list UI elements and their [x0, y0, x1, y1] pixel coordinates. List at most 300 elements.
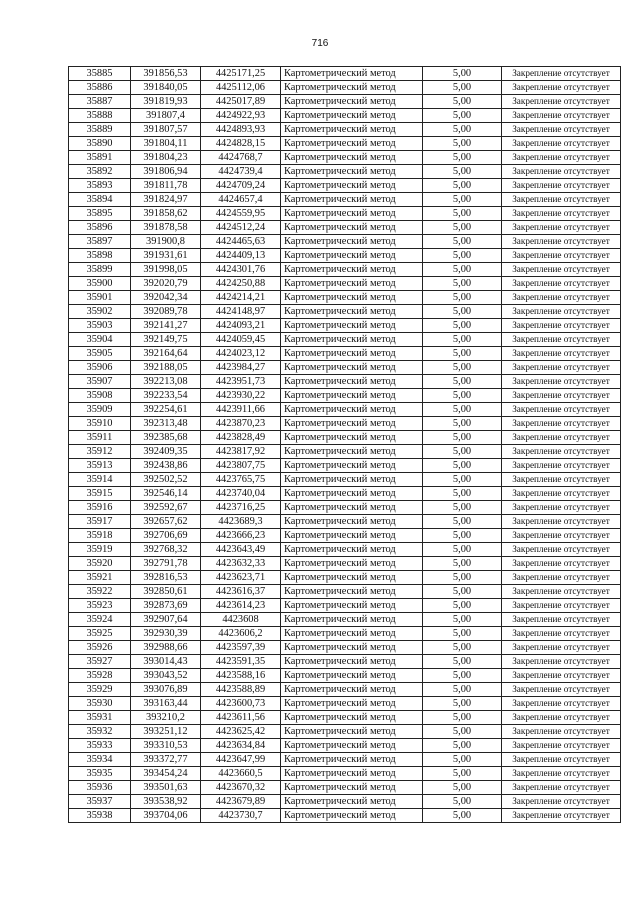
y-coordinate-cell: 4425112,06	[201, 81, 281, 95]
point-number-cell: 35903	[69, 319, 131, 333]
accuracy-cell: 5,00	[423, 753, 502, 767]
accuracy-cell: 5,00	[423, 333, 502, 347]
fixation-cell: Закрепление отсутствует	[502, 347, 621, 361]
point-number-cell: 35923	[69, 599, 131, 613]
method-cell: Картометрический метод	[281, 263, 423, 277]
y-coordinate-cell: 4423614,23	[201, 599, 281, 613]
fixation-cell: Закрепление отсутствует	[502, 767, 621, 781]
x-coordinate-cell: 391819,93	[131, 95, 201, 109]
accuracy-cell: 5,00	[423, 669, 502, 683]
fixation-cell: Закрепление отсутствует	[502, 613, 621, 627]
fixation-cell: Закрепление отсутствует	[502, 207, 621, 221]
point-number-cell: 35907	[69, 375, 131, 389]
table-row	[69, 403, 621, 417]
point-number-cell: 35898	[69, 249, 131, 263]
method-cell: Картометрический метод	[281, 473, 423, 487]
x-coordinate-cell: 392502,52	[131, 473, 201, 487]
x-coordinate-cell: 392706,69	[131, 529, 201, 543]
fixation-cell: Закрепление отсутствует	[502, 123, 621, 137]
accuracy-cell: 5,00	[423, 165, 502, 179]
x-coordinate-cell: 392385,68	[131, 431, 201, 445]
y-coordinate-cell: 4423679,89	[201, 795, 281, 809]
x-coordinate-cell: 392873,69	[131, 599, 201, 613]
y-coordinate-cell: 4423984,27	[201, 361, 281, 375]
x-coordinate-cell: 392089,78	[131, 305, 201, 319]
y-coordinate-cell: 4423740,04	[201, 487, 281, 501]
x-coordinate-cell: 391806,94	[131, 165, 201, 179]
fixation-cell: Закрепление отсутствует	[502, 459, 621, 473]
point-number-cell: 35931	[69, 711, 131, 725]
point-number-cell: 35926	[69, 641, 131, 655]
x-coordinate-cell: 392042,34	[131, 291, 201, 305]
x-coordinate-cell: 391804,11	[131, 137, 201, 151]
y-coordinate-cell: 4423588,89	[201, 683, 281, 697]
x-coordinate-cell: 393538,92	[131, 795, 201, 809]
accuracy-cell: 5,00	[423, 641, 502, 655]
accuracy-cell: 5,00	[423, 585, 502, 599]
table-row	[69, 137, 621, 151]
x-coordinate-cell: 391807,57	[131, 123, 201, 137]
accuracy-cell: 5,00	[423, 375, 502, 389]
fixation-cell: Закрепление отсутствует	[502, 473, 621, 487]
point-number-cell: 35899	[69, 263, 131, 277]
accuracy-cell: 5,00	[423, 795, 502, 809]
accuracy-cell: 5,00	[423, 361, 502, 375]
point-number-cell: 35917	[69, 515, 131, 529]
y-coordinate-cell: 4423807,75	[201, 459, 281, 473]
table-row	[69, 347, 621, 361]
y-coordinate-cell: 4423623,71	[201, 571, 281, 585]
table-row	[69, 655, 621, 669]
point-number-cell: 35916	[69, 501, 131, 515]
y-coordinate-cell: 4423730,7	[201, 809, 281, 823]
point-number-cell: 35904	[69, 333, 131, 347]
method-cell: Картометрический метод	[281, 571, 423, 585]
x-coordinate-cell: 393454,24	[131, 767, 201, 781]
method-cell: Картометрический метод	[281, 179, 423, 193]
y-coordinate-cell: 4423765,75	[201, 473, 281, 487]
y-coordinate-cell: 4423666,23	[201, 529, 281, 543]
method-cell: Картометрический метод	[281, 795, 423, 809]
table-row	[69, 305, 621, 319]
point-number-cell: 35911	[69, 431, 131, 445]
fixation-cell: Закрепление отсутствует	[502, 319, 621, 333]
x-coordinate-cell: 391900,8	[131, 235, 201, 249]
x-coordinate-cell: 392988,66	[131, 641, 201, 655]
table-row	[69, 487, 621, 501]
y-coordinate-cell: 4423634,84	[201, 739, 281, 753]
table-row	[69, 165, 621, 179]
x-coordinate-cell: 392592,67	[131, 501, 201, 515]
point-number-cell: 35894	[69, 193, 131, 207]
table-row	[69, 81, 621, 95]
y-coordinate-cell: 4423828,49	[201, 431, 281, 445]
accuracy-cell: 5,00	[423, 235, 502, 249]
table-row	[69, 361, 621, 375]
y-coordinate-cell: 4423606,2	[201, 627, 281, 641]
table-row	[69, 263, 621, 277]
method-cell: Картометрический метод	[281, 165, 423, 179]
method-cell: Картометрический метод	[281, 305, 423, 319]
method-cell: Картометрический метод	[281, 669, 423, 683]
accuracy-cell: 5,00	[423, 487, 502, 501]
y-coordinate-cell: 4424893,93	[201, 123, 281, 137]
table-row	[69, 515, 621, 529]
y-coordinate-cell: 4424093,21	[201, 319, 281, 333]
y-coordinate-cell: 4424409,13	[201, 249, 281, 263]
table-row	[69, 249, 621, 263]
accuracy-cell: 5,00	[423, 711, 502, 725]
method-cell: Картометрический метод	[281, 389, 423, 403]
table-row	[69, 683, 621, 697]
point-number-cell: 35887	[69, 95, 131, 109]
accuracy-cell: 5,00	[423, 725, 502, 739]
x-coordinate-cell: 391878,58	[131, 221, 201, 235]
table-row	[69, 277, 621, 291]
y-coordinate-cell: 4424512,24	[201, 221, 281, 235]
x-coordinate-cell: 392768,32	[131, 543, 201, 557]
x-coordinate-cell: 393076,89	[131, 683, 201, 697]
method-cell: Картометрический метод	[281, 277, 423, 291]
fixation-cell: Закрепление отсутствует	[502, 739, 621, 753]
point-number-cell: 35936	[69, 781, 131, 795]
table-row	[69, 319, 621, 333]
y-coordinate-cell: 4424657,4	[201, 193, 281, 207]
y-coordinate-cell: 4424023,12	[201, 347, 281, 361]
x-coordinate-cell: 393310,53	[131, 739, 201, 753]
fixation-cell: Закрепление отсутствует	[502, 263, 621, 277]
table-row	[69, 109, 621, 123]
method-cell: Картометрический метод	[281, 739, 423, 753]
accuracy-cell: 5,00	[423, 655, 502, 669]
method-cell: Картометрический метод	[281, 655, 423, 669]
fixation-cell: Закрепление отсутствует	[502, 725, 621, 739]
method-cell: Картометрический метод	[281, 235, 423, 249]
table-row	[69, 767, 621, 781]
x-coordinate-cell: 393501,63	[131, 781, 201, 795]
point-number-cell: 35913	[69, 459, 131, 473]
fixation-cell: Закрепление отсутствует	[502, 137, 621, 151]
fixation-cell: Закрепление отсутствует	[502, 683, 621, 697]
y-coordinate-cell: 4423625,42	[201, 725, 281, 739]
y-coordinate-cell: 4424465,63	[201, 235, 281, 249]
method-cell: Картометрический метод	[281, 137, 423, 151]
table-row	[69, 543, 621, 557]
table-row	[69, 809, 621, 823]
accuracy-cell: 5,00	[423, 557, 502, 571]
table-row	[69, 599, 621, 613]
page-number: 716	[311, 38, 329, 49]
method-cell: Картометрический метод	[281, 501, 423, 515]
fixation-cell: Закрепление отсутствует	[502, 403, 621, 417]
fixation-cell: Закрепление отсутствует	[502, 529, 621, 543]
fixation-cell: Закрепление отсутствует	[502, 571, 621, 585]
table-row	[69, 669, 621, 683]
accuracy-cell: 5,00	[423, 263, 502, 277]
table-row	[69, 529, 621, 543]
point-number-cell: 35934	[69, 753, 131, 767]
table-row	[69, 375, 621, 389]
method-cell: Картометрический метод	[281, 445, 423, 459]
point-number-cell: 35888	[69, 109, 131, 123]
point-number-cell: 35918	[69, 529, 131, 543]
method-cell: Картометрический метод	[281, 683, 423, 697]
x-coordinate-cell: 393210,2	[131, 711, 201, 725]
fixation-cell: Закрепление отсутствует	[502, 585, 621, 599]
accuracy-cell: 5,00	[423, 403, 502, 417]
fixation-cell: Закрепление отсутствует	[502, 431, 621, 445]
y-coordinate-cell: 4423632,33	[201, 557, 281, 571]
table-row	[69, 753, 621, 767]
accuracy-cell: 5,00	[423, 179, 502, 193]
method-cell: Картометрический метод	[281, 711, 423, 725]
method-cell: Картометрический метод	[281, 403, 423, 417]
x-coordinate-cell: 392233,54	[131, 389, 201, 403]
fixation-cell: Закрепление отсутствует	[502, 361, 621, 375]
accuracy-cell: 5,00	[423, 571, 502, 585]
method-cell: Картометрический метод	[281, 347, 423, 361]
fixation-cell: Закрепление отсутствует	[502, 557, 621, 571]
method-cell: Картометрический метод	[281, 753, 423, 767]
table-row	[69, 431, 621, 445]
point-number-cell: 35906	[69, 361, 131, 375]
point-number-cell: 35938	[69, 809, 131, 823]
point-number-cell: 35902	[69, 305, 131, 319]
y-coordinate-cell: 4424148,97	[201, 305, 281, 319]
x-coordinate-cell: 393251,12	[131, 725, 201, 739]
y-coordinate-cell: 4423660,5	[201, 767, 281, 781]
fixation-cell: Закрепление отсутствует	[502, 165, 621, 179]
x-coordinate-cell: 392930,39	[131, 627, 201, 641]
fixation-cell: Закрепление отсутствует	[502, 627, 621, 641]
fixation-cell: Закрепление отсутствует	[502, 487, 621, 501]
table-row	[69, 697, 621, 711]
y-coordinate-cell: 4424828,15	[201, 137, 281, 151]
y-coordinate-cell: 4423616,37	[201, 585, 281, 599]
point-number-cell: 35920	[69, 557, 131, 571]
fixation-cell: Закрепление отсутствует	[502, 711, 621, 725]
x-coordinate-cell: 393704,06	[131, 809, 201, 823]
fixation-cell: Закрепление отсутствует	[502, 249, 621, 263]
method-cell: Картометрический метод	[281, 613, 423, 627]
fixation-cell: Закрепление отсутствует	[502, 277, 621, 291]
point-number-cell: 35892	[69, 165, 131, 179]
x-coordinate-cell: 391840,05	[131, 81, 201, 95]
accuracy-cell: 5,00	[423, 193, 502, 207]
table-row	[69, 179, 621, 193]
x-coordinate-cell: 392020,79	[131, 277, 201, 291]
y-coordinate-cell: 4423870,23	[201, 417, 281, 431]
accuracy-cell: 5,00	[423, 137, 502, 151]
y-coordinate-cell: 4423643,49	[201, 543, 281, 557]
accuracy-cell: 5,00	[423, 431, 502, 445]
fixation-cell: Закрепление отсутствует	[502, 697, 621, 711]
x-coordinate-cell: 392850,61	[131, 585, 201, 599]
y-coordinate-cell: 4423608	[201, 613, 281, 627]
accuracy-cell: 5,00	[423, 767, 502, 781]
table-row	[69, 501, 621, 515]
y-coordinate-cell: 4424301,76	[201, 263, 281, 277]
accuracy-cell: 5,00	[423, 781, 502, 795]
method-cell: Картометрический метод	[281, 151, 423, 165]
x-coordinate-cell: 393014,43	[131, 655, 201, 669]
point-number-cell: 35919	[69, 543, 131, 557]
table-row	[69, 739, 621, 753]
y-coordinate-cell: 4423591,35	[201, 655, 281, 669]
accuracy-cell: 5,00	[423, 305, 502, 319]
accuracy-cell: 5,00	[423, 221, 502, 235]
accuracy-cell: 5,00	[423, 95, 502, 109]
point-number-cell: 35908	[69, 389, 131, 403]
point-number-cell: 35895	[69, 207, 131, 221]
accuracy-cell: 5,00	[423, 445, 502, 459]
x-coordinate-cell: 392213,08	[131, 375, 201, 389]
fixation-cell: Закрепление отсутствует	[502, 305, 621, 319]
point-number-cell: 35935	[69, 767, 131, 781]
table-row	[69, 389, 621, 403]
fixation-cell: Закрепление отсутствует	[502, 809, 621, 823]
accuracy-cell: 5,00	[423, 683, 502, 697]
method-cell: Картометрический метод	[281, 95, 423, 109]
fixation-cell: Закрепление отсутствует	[502, 375, 621, 389]
accuracy-cell: 5,00	[423, 515, 502, 529]
x-coordinate-cell: 392149,75	[131, 333, 201, 347]
x-coordinate-cell: 393043,52	[131, 669, 201, 683]
table-row	[69, 627, 621, 641]
point-number-cell: 35893	[69, 179, 131, 193]
fixation-cell: Закрепление отсутствует	[502, 501, 621, 515]
point-number-cell: 35921	[69, 571, 131, 585]
fixation-cell: Закрепление отсутствует	[502, 235, 621, 249]
fixation-cell: Закрепление отсутствует	[502, 515, 621, 529]
y-coordinate-cell: 4423597,39	[201, 641, 281, 655]
point-number-cell: 35909	[69, 403, 131, 417]
method-cell: Картометрический метод	[281, 627, 423, 641]
point-number-cell: 35891	[69, 151, 131, 165]
fixation-cell: Закрепление отсутствует	[502, 599, 621, 613]
fixation-cell: Закрепление отсутствует	[502, 81, 621, 95]
x-coordinate-cell: 391998,05	[131, 263, 201, 277]
method-cell: Картометрический метод	[281, 809, 423, 823]
x-coordinate-cell: 392657,62	[131, 515, 201, 529]
point-number-cell: 35928	[69, 669, 131, 683]
table-row	[69, 725, 621, 739]
table-row	[69, 417, 621, 431]
accuracy-cell: 5,00	[423, 109, 502, 123]
accuracy-cell: 5,00	[423, 529, 502, 543]
fixation-cell: Закрепление отсутствует	[502, 333, 621, 347]
accuracy-cell: 5,00	[423, 599, 502, 613]
accuracy-cell: 5,00	[423, 501, 502, 515]
table-row	[69, 473, 621, 487]
fixation-cell: Закрепление отсутствует	[502, 193, 621, 207]
point-number-cell: 35912	[69, 445, 131, 459]
y-coordinate-cell: 4424214,21	[201, 291, 281, 305]
accuracy-cell: 5,00	[423, 473, 502, 487]
fixation-cell: Закрепление отсутствует	[502, 795, 621, 809]
method-cell: Картометрический метод	[281, 123, 423, 137]
accuracy-cell: 5,00	[423, 809, 502, 823]
method-cell: Картометрический метод	[281, 543, 423, 557]
accuracy-cell: 5,00	[423, 151, 502, 165]
accuracy-cell: 5,00	[423, 207, 502, 221]
method-cell: Картометрический метод	[281, 515, 423, 529]
x-coordinate-cell: 392791,78	[131, 557, 201, 571]
fixation-cell: Закрепление отсутствует	[502, 389, 621, 403]
table-row	[69, 235, 621, 249]
x-coordinate-cell: 392164,64	[131, 347, 201, 361]
x-coordinate-cell: 391804,23	[131, 151, 201, 165]
point-number-cell: 35925	[69, 627, 131, 641]
method-cell: Картометрический метод	[281, 319, 423, 333]
y-coordinate-cell: 4423930,22	[201, 389, 281, 403]
point-number-cell: 35897	[69, 235, 131, 249]
table-row	[69, 193, 621, 207]
y-coordinate-cell: 4423588,16	[201, 669, 281, 683]
x-coordinate-cell: 393372,77	[131, 753, 201, 767]
table-row	[69, 221, 621, 235]
method-cell: Картометрический метод	[281, 81, 423, 95]
accuracy-cell: 5,00	[423, 277, 502, 291]
method-cell: Картометрический метод	[281, 193, 423, 207]
method-cell: Картометрический метод	[281, 249, 423, 263]
accuracy-cell: 5,00	[423, 417, 502, 431]
fixation-cell: Закрепление отсутствует	[502, 417, 621, 431]
method-cell: Картометрический метод	[281, 67, 423, 81]
table-row	[69, 123, 621, 137]
accuracy-cell: 5,00	[423, 613, 502, 627]
y-coordinate-cell: 4424059,45	[201, 333, 281, 347]
y-coordinate-cell: 4423689,3	[201, 515, 281, 529]
y-coordinate-cell: 4423600,73	[201, 697, 281, 711]
point-number-cell: 35889	[69, 123, 131, 137]
accuracy-cell: 5,00	[423, 543, 502, 557]
y-coordinate-cell: 4423670,32	[201, 781, 281, 795]
method-cell: Картометрический метод	[281, 585, 423, 599]
x-coordinate-cell: 391807,4	[131, 109, 201, 123]
table-row	[69, 781, 621, 795]
point-number-cell: 35929	[69, 683, 131, 697]
point-number-cell: 35930	[69, 697, 131, 711]
table-row	[69, 459, 621, 473]
fixation-cell: Закрепление отсутствует	[502, 151, 621, 165]
table-row	[69, 585, 621, 599]
method-cell: Картометрический метод	[281, 333, 423, 347]
point-number-cell: 35914	[69, 473, 131, 487]
fixation-cell: Закрепление отсутствует	[502, 445, 621, 459]
method-cell: Картометрический метод	[281, 417, 423, 431]
x-coordinate-cell: 391811,78	[131, 179, 201, 193]
x-coordinate-cell: 392141,27	[131, 319, 201, 333]
y-coordinate-cell: 4425171,25	[201, 67, 281, 81]
x-coordinate-cell: 392438,86	[131, 459, 201, 473]
accuracy-cell: 5,00	[423, 319, 502, 333]
table-row	[69, 711, 621, 725]
table-row	[69, 291, 621, 305]
accuracy-cell: 5,00	[423, 81, 502, 95]
point-number-cell: 35937	[69, 795, 131, 809]
method-cell: Картометрический метод	[281, 431, 423, 445]
fixation-cell: Закрепление отсутствует	[502, 179, 621, 193]
y-coordinate-cell: 4424559,95	[201, 207, 281, 221]
coordinates-table	[68, 66, 621, 823]
y-coordinate-cell: 4425017,89	[201, 95, 281, 109]
accuracy-cell: 5,00	[423, 739, 502, 753]
fixation-cell: Закрепление отсутствует	[502, 543, 621, 557]
point-number-cell: 35933	[69, 739, 131, 753]
accuracy-cell: 5,00	[423, 249, 502, 263]
method-cell: Картометрический метод	[281, 375, 423, 389]
